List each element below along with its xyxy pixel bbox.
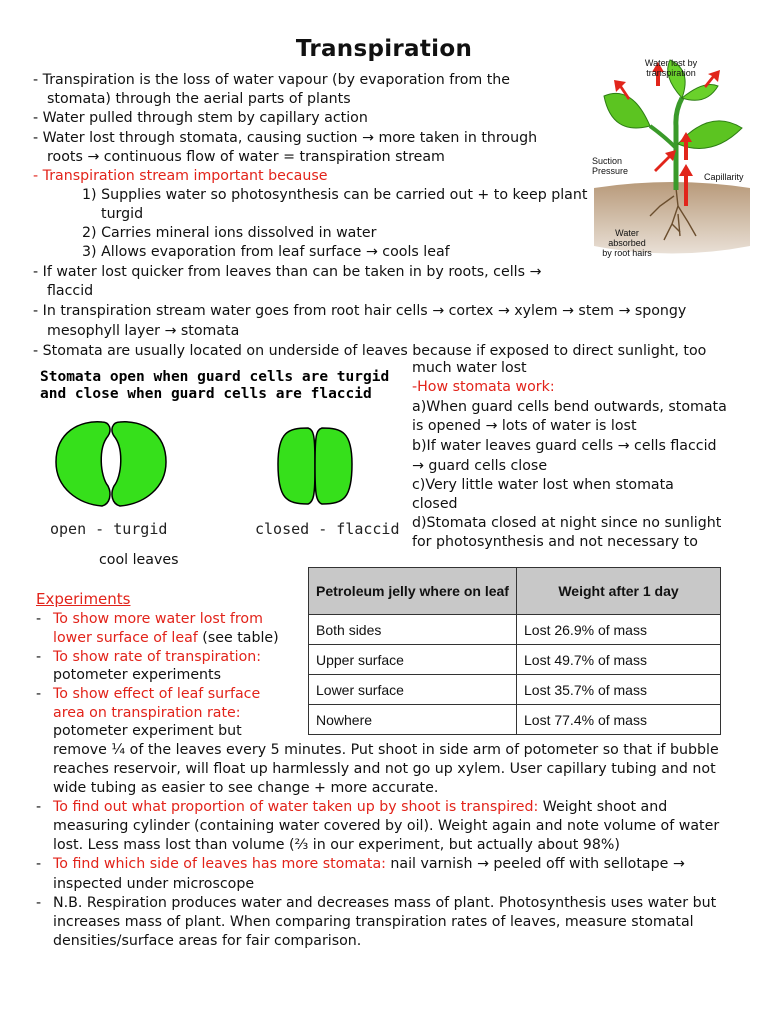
right-line: a)When guard cells bend outwards, stomata [412,399,727,415]
bottom-line: wide tubing as easier to see change + more accurate. [53,780,439,796]
suction-label: Pressure [592,166,629,176]
bottom-line: increases mass of plant. When comparing transpiration rates of leaves, measure stomatal [53,914,694,930]
closed-caption: closed - flaccid [255,520,400,538]
table-row [309,615,721,645]
experiment-line: To show effect of leaf surface [53,686,261,702]
stomata-heading: Stomata open when guard cells are turgid and close when guard cells are flaccid [40,369,390,402]
water-lost-label: transpiration [646,68,696,78]
bottom-line: measuring cylinder (containing water covered by oil). Weight again and note volume of water [53,818,720,834]
intro-line: turgid [101,206,144,222]
right-line: for photosynthesis and not necessary to [412,534,698,550]
plant-diagram [592,56,752,266]
experiment-line: - [36,649,42,665]
bottom-dash: - [36,895,42,911]
experiment-line: potometer experiment but [53,723,242,739]
intro-line: stomata) through the aerial parts of plants [47,91,351,107]
guard-cell-closed-left [278,428,315,504]
absorbed-label: Water [615,228,639,238]
intro-line: - In transpiration stream water goes from root hair cells → cortex → xylem → stem → spongy [33,303,687,319]
bottom-line: reaches reservoir, will float up harmlessly and not go up xylem. User capillary tubing and not [53,761,716,777]
experiment-line: To show rate of transpiration: [53,649,262,665]
table-cell: Lost 49.7% of mass [517,645,721,675]
intro-line: flaccid [47,283,94,299]
experiment-line: area on transpiration rate: [53,705,241,721]
right-line: d)Stomata closed at night since no sunlight [412,515,722,531]
bottom-line: inspected under microscope [53,876,255,892]
bottom-line: densities/surface areas for fair comparison. [53,933,362,949]
guard-cell-open-left [56,422,110,506]
capillarity-label: Capillarity [704,172,744,182]
bottom-line: N.B. Respiration produces water and decreases mass of plant. Photosynthesis uses water but [53,895,717,911]
bottom-dash: - [36,856,42,872]
results-table [308,567,721,735]
intro-line: 1) Supplies water so photosynthesis can be carried out + to keep plant [82,187,588,203]
intro-line: roots → continuous flow of water = transpiration stream [47,149,445,165]
table-row [309,675,721,705]
guard-cell-open-right [112,422,166,506]
intro-line: - If water lost quicker from leaves than can be taken in by roots, cells → [33,264,542,280]
table-cell: Nowhere [309,705,517,735]
experiment-line: lower surface of leaf (see table) [53,630,279,646]
right-line: is opened → lots of water is lost [412,418,637,434]
table-cell: Lost 77.4% of mass [517,705,721,735]
table-cell: Lost 26.9% of mass [517,615,721,645]
right-line: b)If water leaves guard cells → cells flaccid [412,438,717,454]
cool-leaves-text: cool leaves [99,552,179,568]
table-header: Weight after 1 day [517,568,721,615]
intro-line: - Stomata are usually located on underside of leaves because if exposed to direct sunlight, too [33,343,707,359]
intro-line: 2) Carries mineral ions dissolved in water [82,225,377,241]
guard-cells-illustration [50,418,370,510]
bottom-line: To find which side of leaves has more stomata: nail varnish → peeled off with sellotape → [53,856,685,872]
bottom-line: remove ¼ of the leaves every 5 minutes. Put shoot in side arm of potometer so that if bubble [53,742,719,758]
right-line: much water lost [412,360,527,376]
right-line: c)Very little water lost when stomata [412,477,674,493]
table-header: Petroleum jelly where on leaf [309,568,517,615]
experiments-heading: Experiments [36,590,131,608]
bottom-line: To find out what proportion of water taken up by shoot is transpired: Weight shoot and [53,799,668,815]
absorbed-label: by root hairs [602,248,652,258]
right-line: closed [412,496,458,512]
bottom-line: lost. Less mass lost than volume (⅔ in our experiment, but actually about 98%) [53,837,620,853]
experiment-line: potometer experiments [53,667,221,683]
table-cell: Lower surface [309,675,517,705]
experiment-line: - [36,611,42,627]
table-cell: Lost 35.7% of mass [517,675,721,705]
table-row [309,645,721,675]
intro-line: - Water lost through stomata, causing suction → more taken in through [33,130,538,146]
table-row [309,705,721,735]
intro-line: - Water pulled through stem by capillary action [33,110,368,126]
experiment-line: To show more water lost from [53,611,263,627]
open-caption: open - turgid [50,520,168,538]
suction-label: Suction [592,156,623,166]
experiment-line: - [36,686,42,702]
water-lost-label: Water lost by [644,58,698,68]
guard-cell-closed-right [315,428,352,504]
right-line: -How stomata work: [412,379,555,395]
table-header-row [309,568,721,615]
page-title: Transpiration [295,36,473,62]
intro-line: - Transpiration stream important because [33,168,328,184]
absorbed-label: absorbed [608,238,646,248]
right-line: → guard cells close [412,458,548,474]
intro-line: mesophyll layer → stomata [47,323,240,339]
intro-line: - Transpiration is the loss of water vapour (by evaporation from the [33,72,511,88]
table-cell: Upper surface [309,645,517,675]
table-cell: Both sides [309,615,517,645]
intro-line: 3) Allows evaporation from leaf surface → cools leaf [82,244,450,260]
bottom-dash: - [36,799,42,815]
